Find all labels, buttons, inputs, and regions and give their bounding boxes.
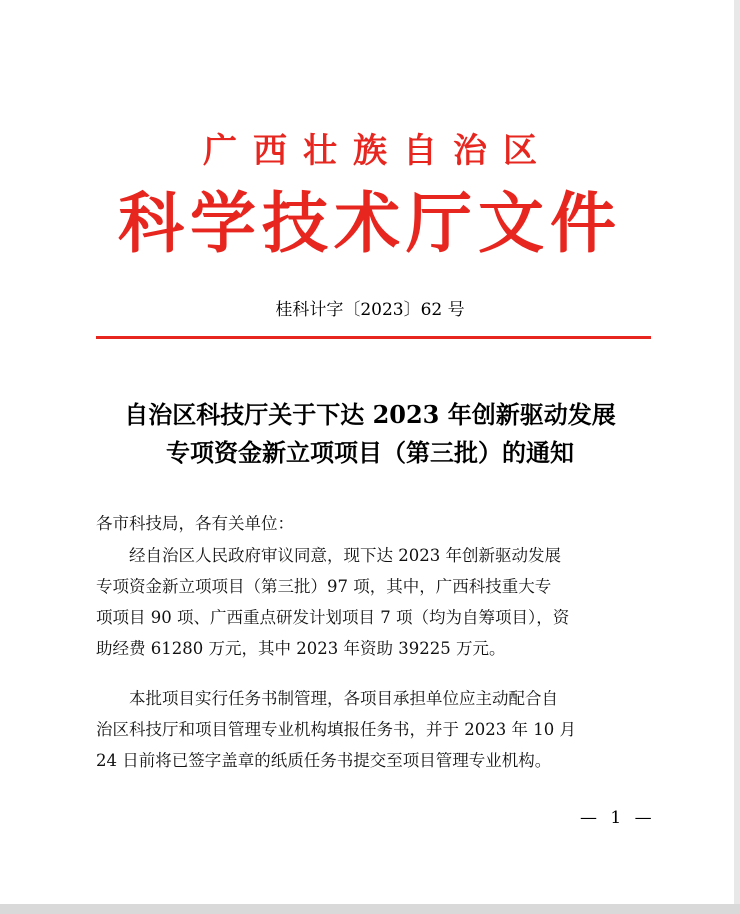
title-line-1: 自治区科技厅关于下达 2023 年创新驱动发展 <box>124 400 616 429</box>
red-separator-line <box>96 336 651 339</box>
paragraph-2-line-3: 24 日前将已签字盖章的纸质任务书提交至项目管理专业机构。 <box>96 751 552 770</box>
page-right-edge <box>734 0 740 914</box>
page-bottom-edge <box>0 904 740 914</box>
paragraph-2-line-2: 治区科技厅和项目管理专业机构填报任务书，并于 2023 年 10 月 <box>96 720 576 739</box>
paragraph-1-line-4: 助经费 61280 万元，其中 2023 年资助 39225 万元。 <box>96 639 506 658</box>
title-line-2: 专项资金新立项项目（第三批）的通知 <box>166 438 574 467</box>
paragraph-1-line-3: 项项目 90 项、广西重点研发计划项目 7 项（均为自筹项目），资 <box>96 608 570 627</box>
paragraph-1-line-1: 经自治区人民政府审议同意，现下达 2023 年创新驱动发展 <box>129 546 561 565</box>
notice-title <box>90 396 650 472</box>
paragraph-1-line-2: 专项资金新立项项目（第三批）97 项，其中，广西科技重大专 <box>96 577 552 596</box>
paragraph-1 <box>96 540 656 664</box>
issuing-agency: 广西壮族自治区 <box>203 131 553 171</box>
paragraph-2 <box>96 683 656 776</box>
document-type-heading: 科学技术厅文件 <box>118 184 622 262</box>
page-number: — 1 — <box>580 808 656 828</box>
paragraph-2-line-1: 本批项目实行任务书制管理，各项目承担单位应主动配合自 <box>129 689 558 708</box>
document-number: 桂科计字〔2023〕62 号 <box>275 300 465 320</box>
salutation: 各市科技局，各有关单位： <box>96 514 294 533</box>
